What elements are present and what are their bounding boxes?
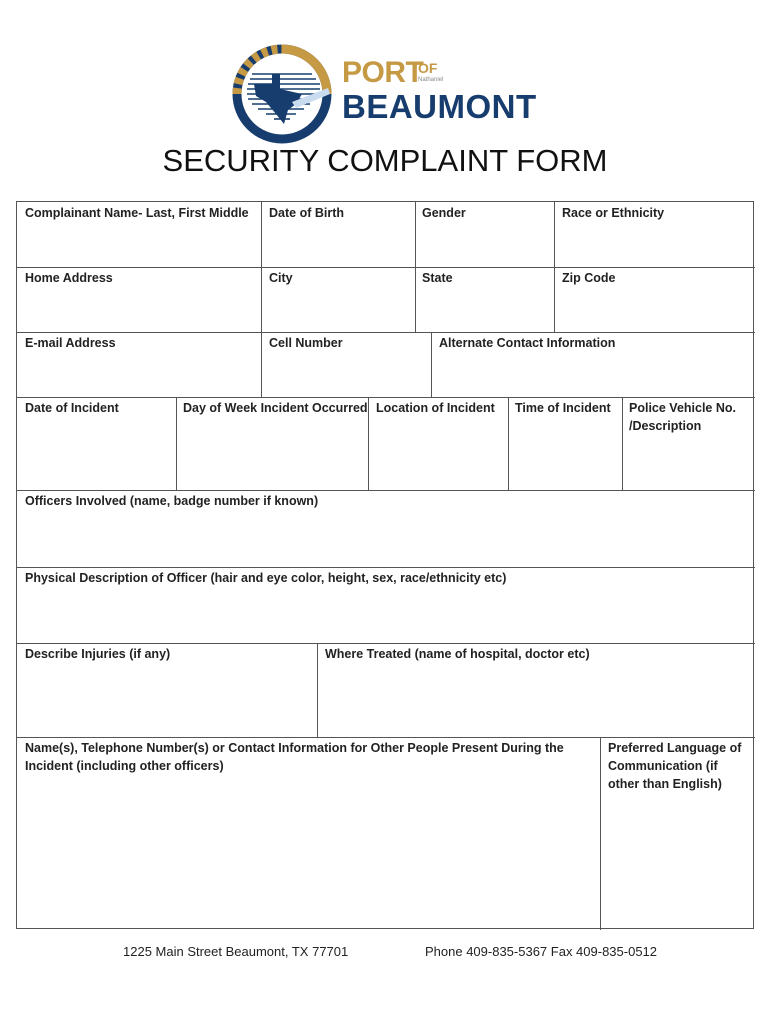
location-field[interactable]: Location of Incident bbox=[376, 401, 495, 415]
email-field[interactable]: E-mail Address bbox=[25, 336, 116, 350]
injuries-field[interactable]: Describe Injuries (if any) bbox=[25, 647, 171, 661]
col-divider bbox=[317, 643, 318, 737]
home-address-field[interactable]: Home Address bbox=[25, 271, 113, 285]
complaint-form-table bbox=[16, 201, 754, 929]
alternate-contact-field[interactable]: Alternate Contact Information bbox=[439, 336, 616, 350]
others-present-label-1: Name(s), Telephone Number(s) or Contact Information for Other People Present During the bbox=[25, 741, 564, 755]
logo-port-text: PORT bbox=[342, 56, 424, 89]
police-vehicle-label-2: /Description bbox=[629, 419, 702, 433]
time-of-incident-field[interactable]: Time of Incident bbox=[515, 401, 611, 415]
gender-field[interactable]: Gender bbox=[422, 206, 466, 220]
logo-of-text: OF bbox=[418, 60, 438, 76]
date-of-birth-field[interactable]: Date of Birth bbox=[269, 206, 344, 220]
others-present-field[interactable] bbox=[25, 739, 564, 775]
logo-beaumont-text: BEAUMONT bbox=[342, 88, 537, 125]
row-divider bbox=[17, 397, 755, 398]
port-logo bbox=[232, 44, 542, 144]
language-label-2: Communication (if bbox=[608, 759, 718, 773]
logo-sub-text: Nathaniel bbox=[418, 77, 444, 83]
footer-address: 1225 Main Street Beaumont, TX 77701 bbox=[123, 944, 349, 959]
col-divider bbox=[508, 397, 509, 490]
footer-phone: Phone 409-835-5367 Fax 409-835-0512 bbox=[425, 944, 658, 959]
police-vehicle-field[interactable] bbox=[629, 399, 736, 435]
race-field[interactable]: Race or Ethnicity bbox=[562, 206, 665, 220]
date-of-incident-field[interactable]: Date of Incident bbox=[25, 401, 119, 415]
row-divider bbox=[17, 643, 755, 644]
row-divider bbox=[17, 567, 755, 568]
col-divider bbox=[600, 737, 601, 930]
where-treated-field[interactable]: Where Treated (name of hospital, doctor etc) bbox=[325, 647, 590, 661]
language-label-3: other than English) bbox=[608, 777, 722, 791]
col-divider bbox=[176, 397, 177, 490]
row-divider bbox=[17, 332, 755, 333]
col-divider bbox=[261, 332, 262, 397]
officers-involved-field[interactable]: Officers Involved (name, badge number if known) bbox=[25, 494, 319, 508]
col-divider bbox=[415, 202, 416, 332]
others-present-label-2: Incident (including other officers) bbox=[25, 759, 224, 773]
city-field[interactable]: City bbox=[269, 271, 293, 285]
form-title: SECURITY COMPLAINT FORM bbox=[162, 143, 608, 178]
cell-number-field[interactable]: Cell Number bbox=[269, 336, 343, 350]
complainant-name-field[interactable]: Complainant Name- Last, First Middle bbox=[25, 206, 249, 220]
language-label-1: Preferred Language of bbox=[608, 741, 742, 755]
zip-code-field[interactable]: Zip Code bbox=[562, 271, 616, 285]
col-divider bbox=[261, 202, 262, 332]
row-divider bbox=[17, 267, 755, 268]
row-divider bbox=[17, 737, 755, 738]
port-seal-icon bbox=[232, 44, 332, 144]
police-vehicle-label-1: Police Vehicle No. bbox=[629, 401, 736, 415]
col-divider bbox=[622, 397, 623, 490]
row-divider bbox=[17, 490, 755, 491]
col-divider bbox=[554, 202, 555, 332]
preferred-language-field[interactable] bbox=[608, 739, 741, 793]
col-divider bbox=[431, 332, 432, 397]
state-field[interactable]: State bbox=[422, 271, 453, 285]
col-divider bbox=[368, 397, 369, 490]
physical-description-field[interactable]: Physical Description of Officer (hair and eye color, height, sex, race/ethnicity etc) bbox=[25, 571, 507, 585]
day-of-week-field[interactable]: Day of Week Incident Occurred bbox=[183, 401, 368, 415]
